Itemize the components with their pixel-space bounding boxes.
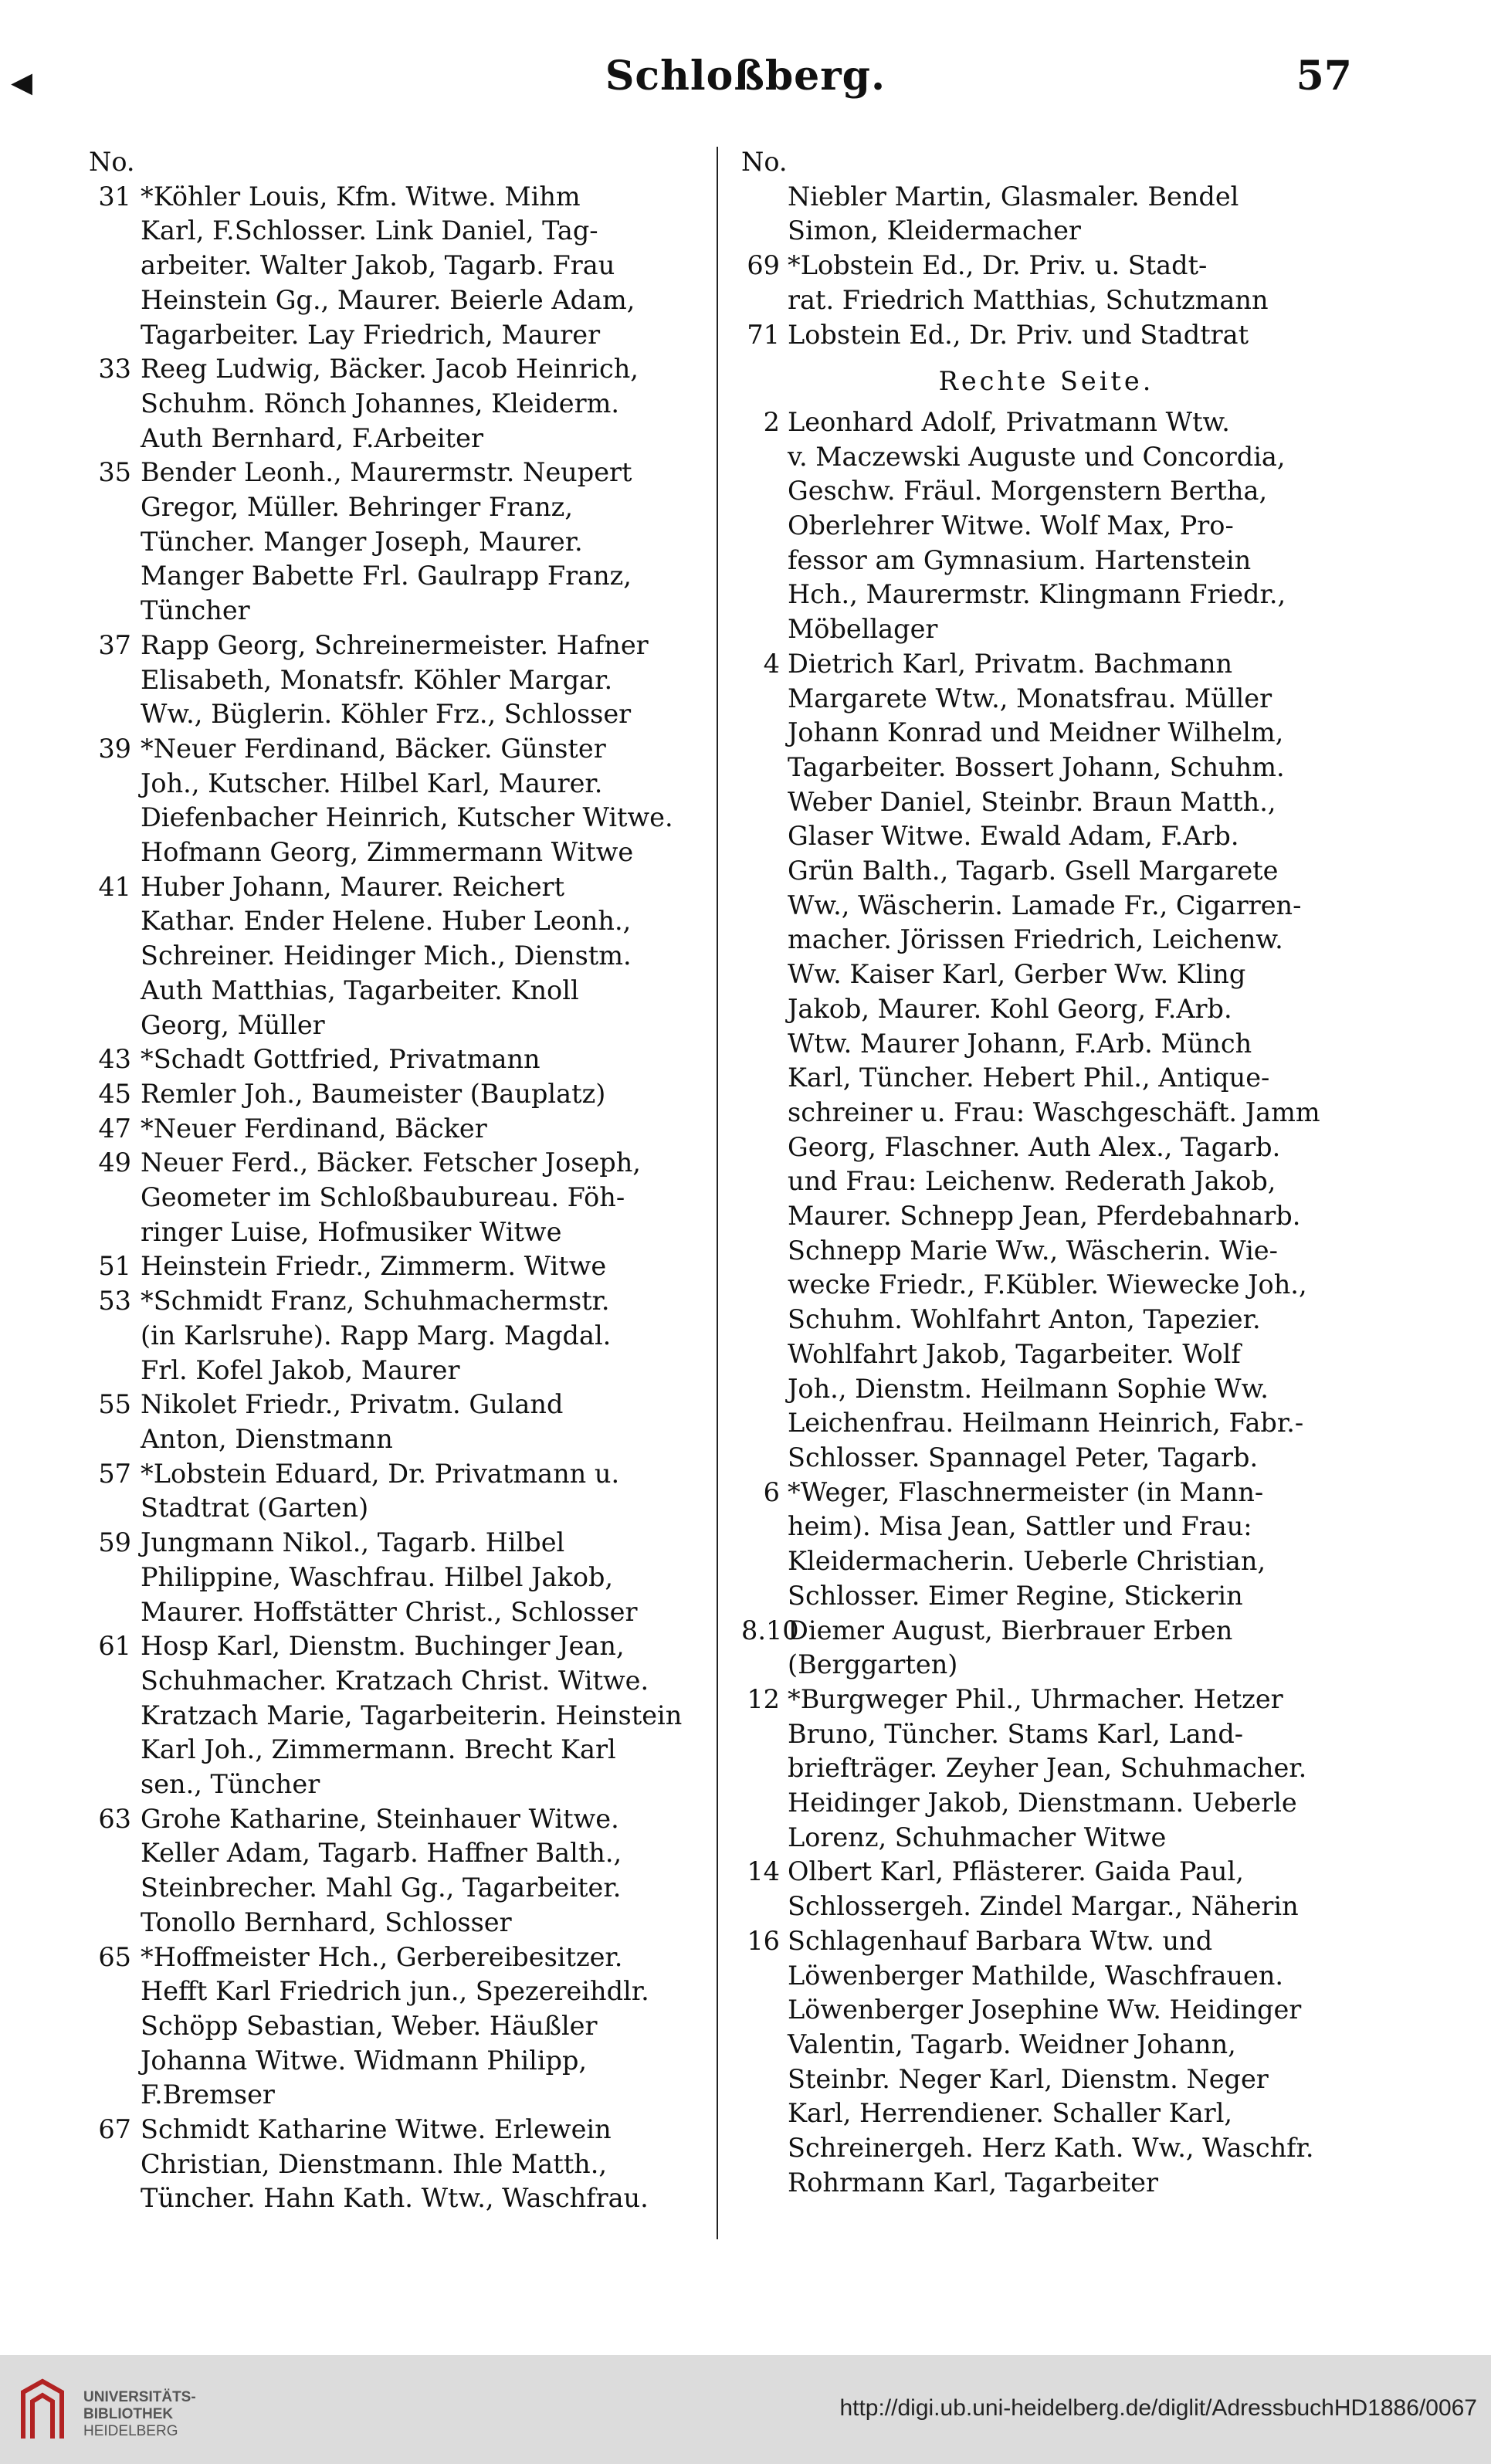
resident-list bbox=[141, 1629, 707, 1802]
resident-list bbox=[788, 318, 1351, 353]
resident-list bbox=[788, 1476, 1351, 1614]
resident-line: Geschw. Fräul. Morgenstern Bertha, bbox=[788, 476, 1268, 507]
resident-line: wecke Friedr., F.Kübler. Wiewecke Joh., bbox=[788, 1269, 1307, 1300]
address-entry bbox=[89, 1940, 707, 2113]
left-column bbox=[89, 145, 707, 2216]
resident-line: Karl Joh., Zimmermann. Brecht Karl bbox=[141, 1734, 616, 1765]
address-entry bbox=[741, 647, 1351, 1476]
resident-line: fessor am Gymnasium. Hartenstein bbox=[788, 544, 1252, 575]
resident-line: Anton, Dienstmann bbox=[141, 1424, 393, 1454]
house-number: 63 bbox=[98, 1803, 131, 1834]
resident-line: Schmidt Katharine Witwe. Erlewein bbox=[141, 2114, 612, 2145]
resident-line: Schlosser. Spannagel Peter, Tagarb. bbox=[788, 1442, 1259, 1473]
address-entry bbox=[89, 1457, 707, 1526]
address-entry bbox=[89, 1146, 707, 1249]
house-number: 51 bbox=[98, 1251, 131, 1282]
address-entry bbox=[89, 629, 707, 732]
address-entry bbox=[741, 1614, 1351, 1683]
resident-line: Johanna Witwe. Widmann Philipp, bbox=[141, 2045, 588, 2076]
logo-line-3: HEIDELBERG bbox=[83, 2423, 178, 2439]
resident-line: ringer Luise, Hofmusiker Witwe bbox=[141, 1216, 562, 1247]
resident-line: arbeiter. Walter Jakob, Tagarb. Frau bbox=[141, 250, 615, 281]
resident-line: Kleidermacherin. Ueberle Christian, bbox=[788, 1546, 1266, 1577]
resident-list bbox=[788, 1683, 1351, 1856]
resident-line: Philippine, Waschfrau. Hilbel Jakob, bbox=[141, 1561, 614, 1592]
resident-line: Keller Adam, Tagarb. Haffner Balth., bbox=[141, 1838, 622, 1869]
resident-list bbox=[141, 1526, 707, 1629]
address-entry bbox=[89, 1388, 707, 1456]
left-column-heading: No. bbox=[89, 147, 135, 177]
resident-line: Schöpp Sebastian, Weber. Häußler bbox=[141, 2010, 598, 2041]
left-entries bbox=[89, 180, 707, 2216]
house-number: 45 bbox=[98, 1078, 131, 1109]
house-number: 35 bbox=[98, 457, 131, 488]
resident-list bbox=[141, 1077, 707, 1112]
resident-line: Lorenz, Schuhmacher Witwe bbox=[788, 1822, 1167, 1852]
resident-line: Karl, F.Schlosser. Link Daniel, Tag- bbox=[141, 215, 598, 246]
resident-line: sen., Tüncher bbox=[141, 1769, 320, 1800]
resident-line: Nikolet Friedr., Privatm. Guland bbox=[141, 1389, 564, 1420]
resident-list bbox=[788, 249, 1351, 317]
resident-list bbox=[788, 405, 1351, 647]
resident-line: Tüncher. Hahn Kath. Wtw., Waschfrau. bbox=[141, 2183, 649, 2214]
right-entries bbox=[741, 180, 1351, 353]
resident-line: Georg, Müller bbox=[141, 1009, 325, 1040]
resident-list bbox=[788, 1855, 1351, 1923]
resident-line: Elisabeth, Monatsfr. Köhler Margar. bbox=[141, 664, 613, 695]
address-entry bbox=[741, 1924, 1351, 2201]
right-column-heading: No. bbox=[741, 147, 788, 177]
logo-line-2: BIBLIOTHEK bbox=[83, 2406, 174, 2422]
resident-line: F.Bremser bbox=[141, 2079, 275, 2110]
resident-line: Margarete Wtw., Monatsfrau. Müller bbox=[788, 683, 1272, 713]
resident-line: Möbellager bbox=[788, 614, 938, 645]
resident-line: Karl, Herrendiener. Schaller Karl, bbox=[788, 2098, 1233, 2129]
back-arrow-icon[interactable]: ◂ bbox=[11, 56, 33, 107]
resident-line: briefträger. Zeyher Jean, Schuhmacher. bbox=[788, 1753, 1307, 1784]
address-entry bbox=[89, 1284, 707, 1388]
resident-line: Schuhm. Wohlfahrt Anton, Tapezier. bbox=[788, 1304, 1261, 1335]
source-url-link[interactable]: http://digi.ub.uni-heidelberg.de/diglit/AdressbuchHD1886/0067 bbox=[839, 2395, 1477, 2421]
resident-list bbox=[141, 1457, 707, 1526]
house-number: 69 bbox=[747, 250, 780, 281]
resident-line: Wtw. Maurer Johann, F.Arb. Münch bbox=[788, 1028, 1252, 1059]
address-entry bbox=[89, 180, 707, 353]
resident-line: Wohlfahrt Jakob, Tagarbeiter. Wolf bbox=[788, 1338, 1241, 1369]
resident-line: Grün Balth., Tagarb. Gsell Margarete bbox=[788, 856, 1279, 886]
library-logo-text bbox=[83, 2389, 196, 2440]
resident-line: Heidinger Jakob, Dienstmann. Ueberle bbox=[788, 1788, 1297, 1818]
resident-line: Karl, Tüncher. Hebert Phil., Antique- bbox=[788, 1063, 1270, 1093]
resident-line: Dietrich Karl, Privatm. Bachmann bbox=[788, 648, 1233, 679]
house-number: 31 bbox=[98, 181, 131, 212]
house-number: 12 bbox=[747, 1683, 780, 1714]
address-entry bbox=[89, 1629, 707, 1802]
resident-list bbox=[141, 1940, 707, 2113]
resident-line: Frl. Kofel Jakob, Maurer bbox=[141, 1354, 460, 1385]
resident-line: Grohe Katharine, Steinhauer Witwe. bbox=[141, 1803, 619, 1834]
right-column bbox=[741, 145, 1351, 2200]
resident-list bbox=[141, 1042, 707, 1077]
address-entry bbox=[89, 1802, 707, 1940]
resident-line: Tüncher bbox=[141, 595, 250, 626]
resident-line: Tagarbeiter. Bossert Johann, Schuhm. bbox=[788, 751, 1285, 782]
resident-line: Hch., Maurermstr. Klingmann Friedr., bbox=[788, 579, 1286, 610]
house-number: 49 bbox=[98, 1147, 131, 1178]
resident-line: Niebler Martin, Glasmaler. Bendel bbox=[788, 181, 1239, 212]
address-entry bbox=[89, 1112, 707, 1147]
resident-line: *Hoffmeister Hch., Gerbereibesitzer. bbox=[141, 1941, 623, 1972]
resident-line: Reeg Ludwig, Bäcker. Jacob Heinrich, bbox=[141, 354, 639, 385]
resident-line: Glaser Witwe. Ewald Adam, F.Arb. bbox=[788, 821, 1239, 852]
resident-line: Stadtrat (Garten) bbox=[141, 1493, 369, 1523]
resident-line: Schlagenhauf Barbara Wtw. und bbox=[788, 1925, 1213, 1956]
house-number bbox=[741, 180, 788, 249]
resident-list bbox=[788, 1924, 1351, 2201]
house-number: 37 bbox=[98, 629, 131, 660]
resident-line: Georg, Flaschner. Auth Alex., Tagarb. bbox=[788, 1131, 1281, 1162]
resident-line: Olbert Karl, Pflästerer. Gaida Paul, bbox=[788, 1856, 1244, 1887]
house-number: 2 bbox=[763, 406, 780, 437]
resident-list bbox=[141, 1146, 707, 1249]
resident-line: Leichenfrau. Heilmann Heinrich, Fabr.- bbox=[788, 1408, 1304, 1439]
resident-line: Valentin, Tagarb. Weidner Johann, bbox=[788, 2028, 1236, 2059]
resident-line: Schlossergeh. Zindel Margar., Näherin bbox=[788, 1891, 1299, 1922]
address-entry bbox=[741, 1476, 1351, 1614]
resident-line: *Köhler Louis, Kfm. Witwe. Mihm bbox=[141, 181, 581, 212]
house-number: 43 bbox=[98, 1044, 131, 1075]
resident-line: Hofmann Georg, Zimmermann Witwe bbox=[141, 837, 634, 868]
resident-line: Oberlehrer Witwe. Wolf Max, Pro- bbox=[788, 510, 1234, 541]
resident-line: Heinstein Friedr., Zimmerm. Witwe bbox=[141, 1251, 607, 1282]
house-number: 47 bbox=[98, 1113, 131, 1144]
resident-line: Ww. Kaiser Karl, Gerber Ww. Kling bbox=[788, 959, 1246, 990]
resident-list bbox=[141, 732, 707, 870]
resident-line: Manger Babette Frl. Gaulrapp Franz, bbox=[141, 561, 632, 591]
resident-line: (in Karlsruhe). Rapp Marg. Magdal. bbox=[141, 1320, 612, 1351]
resident-line: Johann Konrad und Meidner Wilhelm, bbox=[788, 717, 1284, 748]
resident-line: Jungmann Nikol., Tagarb. Hilbel bbox=[141, 1527, 565, 1558]
resident-line: rat. Friedrich Matthias, Schutzmann bbox=[788, 284, 1269, 315]
resident-line: Leonhard Adolf, Privatmann Wtw. bbox=[788, 406, 1230, 437]
resident-line: Kathar. Ender Helene. Huber Leonh., bbox=[141, 906, 632, 937]
address-entry bbox=[89, 732, 707, 870]
resident-line: schreiner u. Frau: Waschgeschäft. Jamm bbox=[788, 1096, 1320, 1127]
house-number: 33 bbox=[98, 354, 131, 385]
resident-line: *Neuer Ferdinand, Bäcker bbox=[141, 1113, 487, 1144]
address-entry bbox=[741, 405, 1351, 647]
page-number: 57 bbox=[1296, 53, 1352, 100]
resident-line: Schuhm. Rönch Johannes, Kleiderm. bbox=[141, 388, 620, 419]
resident-list bbox=[141, 2113, 707, 2216]
resident-line: Steinbr. Neger Karl, Dienstm. Neger bbox=[788, 2063, 1269, 2094]
resident-line: *Burgweger Phil., Uhrmacher. Hetzer bbox=[788, 1683, 1283, 1714]
logo-line-1: UNIVERSITÄTS- bbox=[83, 2389, 196, 2405]
resident-line: Steinbrecher. Mahl Gg., Tagarbeiter. bbox=[141, 1873, 622, 1903]
address-entry bbox=[741, 249, 1351, 317]
address-entry bbox=[741, 180, 1351, 249]
resident-line: Maurer. Schnepp Jean, Pferdebahnarb. bbox=[788, 1201, 1301, 1232]
resident-line: *Neuer Ferdinand, Bäcker. Günster bbox=[141, 733, 606, 764]
resident-line: Hosp Karl, Dienstm. Buchinger Jean, bbox=[141, 1631, 625, 1662]
house-number: 16 bbox=[747, 1925, 780, 1956]
house-number: 65 bbox=[98, 1941, 131, 1972]
house-number: 67 bbox=[98, 2114, 131, 2145]
house-number: 53 bbox=[98, 1286, 131, 1317]
resident-line: Schreinergeh. Herz Kath. Ww., Waschfr. bbox=[788, 2133, 1314, 2164]
resident-line: Joh., Kutscher. Hilbel Karl, Maurer. bbox=[141, 768, 603, 798]
resident-list bbox=[141, 352, 707, 456]
address-entry bbox=[741, 1855, 1351, 1923]
resident-line: Schlosser. Eimer Regine, Stickerin bbox=[788, 1580, 1243, 1611]
house-number: 14 bbox=[747, 1856, 780, 1887]
house-number: 59 bbox=[98, 1527, 131, 1558]
right-entries-rechte-seite bbox=[741, 405, 1351, 2201]
house-number: 55 bbox=[98, 1389, 131, 1420]
resident-line: Jakob, Maurer. Kohl Georg, F.Arb. bbox=[788, 993, 1232, 1024]
address-entry bbox=[89, 1526, 707, 1629]
resident-line: Rapp Georg, Schreinermeister. Hafner bbox=[141, 629, 649, 660]
resident-list bbox=[141, 1802, 707, 1940]
house-number: 6 bbox=[763, 1476, 780, 1507]
address-entry bbox=[741, 318, 1351, 353]
resident-list bbox=[788, 1614, 1351, 1683]
resident-line: v. Maczewski Auguste und Concordia, bbox=[788, 441, 1286, 472]
column-divider bbox=[717, 147, 718, 2239]
resident-line: Neuer Ferd., Bäcker. Fetscher Joseph, bbox=[141, 1147, 641, 1178]
address-entry bbox=[89, 352, 707, 456]
resident-line: Bender Leonh., Maurermstr. Neupert bbox=[141, 457, 632, 488]
resident-line: Heinstein Gg., Maurer. Beierle Adam, bbox=[141, 284, 635, 315]
address-entry bbox=[89, 1077, 707, 1112]
house-number: 61 bbox=[98, 1631, 131, 1662]
resident-line: Diemer August, Bierbrauer Erben bbox=[788, 1615, 1233, 1645]
resident-line: *Schmidt Franz, Schuhmachermstr. bbox=[141, 1286, 610, 1317]
resident-line: Auth Matthias, Tagarbeiter. Knoll bbox=[141, 974, 579, 1005]
house-number: 4 bbox=[763, 648, 780, 679]
resident-list bbox=[141, 180, 707, 353]
resident-line: Huber Johann, Maurer. Reichert bbox=[141, 871, 565, 902]
resident-list bbox=[141, 1284, 707, 1388]
resident-line: Löwenberger Mathilde, Waschfrauen. bbox=[788, 1960, 1284, 1991]
house-number: 57 bbox=[98, 1458, 131, 1489]
resident-line: macher. Jörissen Friedrich, Leichenw. bbox=[788, 924, 1283, 955]
resident-line: Bruno, Tüncher. Stams Karl, Land- bbox=[788, 1718, 1244, 1749]
resident-line: Kratzach Marie, Tagarbeiterin. Heinstein bbox=[141, 1700, 683, 1730]
resident-line: Geometer im Schloßbaubureau. Föh- bbox=[141, 1182, 625, 1213]
address-entry bbox=[89, 456, 707, 629]
house-number: 41 bbox=[98, 871, 131, 902]
section-subheading: Rechte Seite. bbox=[938, 366, 1154, 397]
resident-line: Schuhmacher. Kratzach Christ. Witwe. bbox=[141, 1665, 649, 1696]
resident-line: Ww., Wäscherin. Lamade Fr., Cigarren- bbox=[788, 890, 1302, 920]
resident-line: Auth Bernhard, F.Arbeiter bbox=[141, 422, 483, 453]
resident-line: Hefft Karl Friedrich jun., Spezereihdlr. bbox=[141, 1976, 649, 2007]
house-number: 71 bbox=[747, 319, 780, 350]
resident-line: Tüncher. Manger Joseph, Maurer. bbox=[141, 526, 583, 557]
address-entry bbox=[89, 1249, 707, 1284]
resident-list bbox=[141, 456, 707, 629]
resident-line: Tonollo Bernhard, Schlosser bbox=[141, 1906, 512, 1937]
resident-list bbox=[141, 870, 707, 1043]
resident-line: Schreiner. Heidinger Mich., Dienstm. bbox=[141, 941, 632, 971]
resident-line: *Lobstein Eduard, Dr. Privatmann u. bbox=[141, 1458, 620, 1489]
resident-line: Christian, Dienstmann. Ihle Matth., bbox=[141, 2148, 608, 2179]
resident-line: Joh., Dienstm. Heilmann Sophie Ww. bbox=[788, 1373, 1269, 1404]
resident-list bbox=[141, 629, 707, 732]
resident-line: Ww., Büglerin. Köhler Frz., Schlosser bbox=[141, 699, 632, 730]
resident-line: (Berggarten) bbox=[788, 1649, 958, 1680]
resident-line: heim). Misa Jean, Sattler und Frau: bbox=[788, 1511, 1252, 1542]
resident-line: Weber Daniel, Steinbr. Braun Matth., bbox=[788, 786, 1276, 817]
house-number: 39 bbox=[98, 733, 131, 764]
resident-list bbox=[141, 1388, 707, 1456]
house-number: 8.10 bbox=[741, 1615, 799, 1645]
resident-line: Gregor, Müller. Behringer Franz, bbox=[141, 492, 573, 523]
resident-line: und Frau: Leichenw. Rederath Jakob, bbox=[788, 1166, 1276, 1197]
page-title: Schloßberg. bbox=[605, 53, 886, 100]
resident-line: Simon, Kleidermacher bbox=[788, 215, 1081, 246]
resident-line: Tagarbeiter. Lay Friedrich, Maurer bbox=[141, 319, 601, 350]
library-logo-icon bbox=[17, 2378, 68, 2442]
resident-list bbox=[141, 1249, 707, 1284]
resident-list bbox=[788, 647, 1351, 1476]
resident-line: Schnepp Marie Ww., Wäscherin. Wie- bbox=[788, 1235, 1278, 1266]
resident-line: *Weger, Flaschnermeister (in Mann- bbox=[788, 1476, 1264, 1507]
address-entry bbox=[89, 870, 707, 1043]
address-entry bbox=[89, 2113, 707, 2216]
resident-line: Diefenbacher Heinrich, Kutscher Witwe. bbox=[141, 802, 673, 833]
resident-line: Löwenberger Josephine Ww. Heidinger bbox=[788, 1995, 1302, 2025]
address-entry bbox=[741, 1683, 1351, 1856]
resident-list bbox=[141, 1112, 707, 1147]
resident-line: *Lobstein Ed., Dr. Priv. u. Stadt- bbox=[788, 250, 1208, 281]
resident-list bbox=[788, 180, 1351, 249]
footer-bar bbox=[0, 2355, 1491, 2464]
resident-line: *Schadt Gottfried, Privatmann bbox=[141, 1044, 540, 1075]
address-entry bbox=[89, 1042, 707, 1077]
resident-line: Rohrmann Karl, Tagarbeiter bbox=[788, 2167, 1158, 2198]
resident-line: Remler Joh., Baumeister (Bauplatz) bbox=[141, 1078, 606, 1109]
resident-line: Lobstein Ed., Dr. Priv. und Stadtrat bbox=[788, 319, 1249, 350]
resident-line: Maurer. Hoffstätter Christ., Schlosser bbox=[141, 1596, 638, 1627]
